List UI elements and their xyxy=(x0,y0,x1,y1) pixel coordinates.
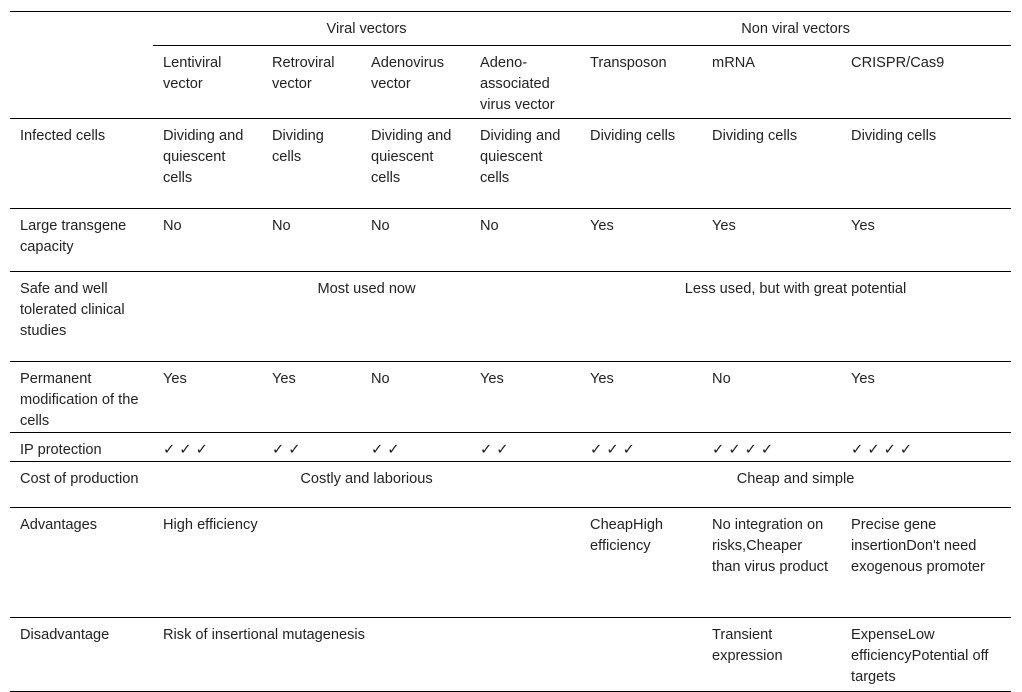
row-infected-cells xyxy=(10,119,1011,209)
cell: Dividing and quiescent cells xyxy=(361,119,470,209)
cell: No xyxy=(470,209,580,272)
row-label: Safe and well tolerated clinical studies xyxy=(10,272,153,362)
checkmarks: ✓ ✓ xyxy=(262,433,361,462)
col-header-lentiviral: Lentiviral vector xyxy=(153,46,262,119)
checkmarks: ✓ ✓ xyxy=(470,433,580,462)
cell: No xyxy=(153,209,262,272)
row-label: IP protection xyxy=(10,433,153,462)
viral-vectors-header: Viral vectors xyxy=(153,12,580,46)
cell: Yes xyxy=(702,209,841,272)
col-header-transposon: Transposon xyxy=(580,46,702,119)
checkmarks: ✓ ✓ ✓ xyxy=(153,433,262,462)
checkmarks: ✓ ✓ ✓ ✓ xyxy=(841,433,1011,462)
group-header-row xyxy=(10,12,1011,46)
row-safe-tolerated xyxy=(10,272,1011,362)
cell: No integration on risks,Cheaper than virus product xyxy=(702,508,841,618)
cell: ExpenseLow efficiencyPotential off targets xyxy=(841,618,1011,692)
cell: Yes xyxy=(580,209,702,272)
column-header-row xyxy=(10,46,1011,119)
row-label: Advantages xyxy=(10,508,153,618)
cell: Dividing cells xyxy=(262,119,361,209)
col-header-retroviral: Retroviral vector xyxy=(262,46,361,119)
cell: Yes xyxy=(470,362,580,433)
col-header-crispr: CRISPR/Cas9 xyxy=(841,46,1011,119)
non-viral-span-cell: Less used, but with great potential xyxy=(580,272,1011,362)
row-disadvantage xyxy=(10,618,1011,692)
cell: Yes xyxy=(153,362,262,433)
cell: Yes xyxy=(580,362,702,433)
row-advantages xyxy=(10,508,1011,618)
cell: Dividing cells xyxy=(702,119,841,209)
viral-span-cell: High efficiency xyxy=(153,508,580,618)
checkmarks: ✓ ✓ ✓ xyxy=(580,433,702,462)
cell: No xyxy=(702,362,841,433)
row-cost-of-production xyxy=(10,462,1011,508)
row-label: Infected cells xyxy=(10,119,153,209)
row-permanent-modification xyxy=(10,362,1011,433)
checkmarks: ✓ ✓ ✓ ✓ xyxy=(702,433,841,462)
cell: Yes xyxy=(841,362,1011,433)
col-header-mrna: mRNA xyxy=(702,46,841,119)
cell: Dividing cells xyxy=(580,119,702,209)
row-label: Cost of production xyxy=(10,462,153,508)
cell: Dividing and quiescent cells xyxy=(470,119,580,209)
cell: Yes xyxy=(262,362,361,433)
row-large-transgene-capacity xyxy=(10,209,1011,272)
corner-cell xyxy=(10,12,153,46)
non-viral-span-cell: Cheap and simple xyxy=(580,462,1011,508)
cell: CheapHigh efficiency xyxy=(580,508,702,618)
cell: Dividing cells xyxy=(841,119,1011,209)
viral-span-cell: Most used now xyxy=(153,272,580,362)
cell: Precise gene insertionDon't need exogenous promoter xyxy=(841,508,1011,618)
viral-transposon-span-cell: Risk of insertional mutagenesis xyxy=(153,618,702,692)
col-header-adenovirus: Adenovirus vector xyxy=(361,46,470,119)
vector-comparison-table xyxy=(10,11,1011,692)
non-viral-vectors-header: Non viral vectors xyxy=(580,12,1011,46)
row-label: Permanent modification of the cells xyxy=(10,362,153,433)
cell: Transient expression xyxy=(702,618,841,692)
cell: No xyxy=(361,362,470,433)
row-label: Disadvantage xyxy=(10,618,153,692)
header-blank xyxy=(10,46,153,119)
cell: Yes xyxy=(841,209,1011,272)
row-ip-protection xyxy=(10,433,1011,462)
cell: No xyxy=(361,209,470,272)
checkmarks: ✓ ✓ xyxy=(361,433,470,462)
row-label: Large transgene capacity xyxy=(10,209,153,272)
viral-span-cell: Costly and laborious xyxy=(153,462,580,508)
col-header-aav: Adeno-associated virus vector xyxy=(470,46,580,119)
cell: No xyxy=(262,209,361,272)
cell: Dividing and quiescent cells xyxy=(153,119,262,209)
